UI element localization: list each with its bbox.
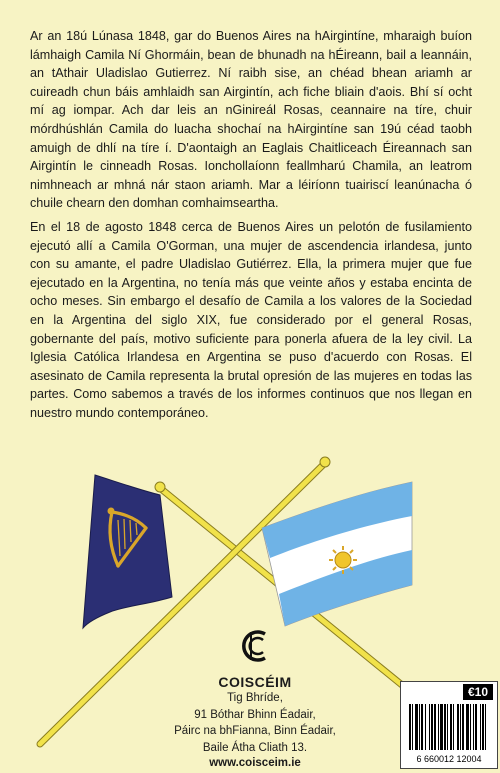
barcode-bar <box>438 704 439 750</box>
barcode-bar <box>473 704 474 750</box>
barcode-bar <box>412 704 413 750</box>
irish-flag-harp-icon <box>83 475 172 628</box>
barcode-bar <box>434 704 436 750</box>
irish-paragraph: Ar an 18ú Lúnasa 1848, gar do Buenos Aires na hAirgintíne, mharaigh buíon lámhaigh Camila Ní Ghormáin, bean de bhunadh na hÉireann, bail a leannáin, an tAthair Uladislao Gutierrez. Ní raibh sise, an chéad bhean ariamh ar cuireadh chun báis amhlaidh san Airgintín, ach fiche bliain d'aois. Bhí sí ocht mí ag iompar. Ach dar leis an nGinireál Rosas, ceannaire na tíre, chuir mórdhúshlán Camila do luacha shochaí na hAirgintíne san 19ú céad taobh amuigh de dhlí na tíre í. D'aontaigh an Eaglais Chaitliceach Éireannach san Airgintín le cinneadh Rosas. Ionchollaíonn feallmharú Chamila, an leatrom nimhneach ar mhná nár staon ariamh. Mar a léiríonn tuairiscí leanúnacha ó chuile chearn den domhan comhaimseartha. <box>30 29 472 211</box>
barcode-icon <box>401 700 497 768</box>
barcode-bar <box>444 704 446 750</box>
barcode-bar <box>482 704 484 750</box>
barcode-bar <box>421 704 423 750</box>
address-line-1: Tig Bhríde, <box>227 692 283 704</box>
barcode-bar <box>462 704 464 750</box>
price-label: €10 <box>463 684 493 700</box>
barcode-bar <box>485 704 486 750</box>
barcode-bar <box>466 704 469 750</box>
publisher-name: COISCÉIM <box>218 674 292 690</box>
barcode-bar <box>480 704 481 750</box>
barcode-bar <box>447 704 448 750</box>
barcode-bar <box>440 704 443 750</box>
address-line-3: Páirc na bhFianna, Binn Éadair, <box>174 725 336 737</box>
barcode-bar <box>470 704 471 750</box>
address-line-4: Baile Átha Cliath 13. <box>202 741 308 754</box>
publisher-block <box>160 626 350 769</box>
barcode-bar <box>457 704 459 750</box>
barcode-bar <box>450 704 452 750</box>
barcode-bar <box>415 704 418 750</box>
website-link[interactable]: www.coisceim.ie <box>209 757 301 769</box>
barcode-bar <box>409 704 411 750</box>
barcode-bar <box>419 704 420 750</box>
barcode-digits: 6 660012 12004 <box>416 754 482 764</box>
spanish-paragraph: En el 18 de agosto 1848 cerca de Buenos Aires un pelotón de fusilamiento ejecutó allí a Camila O'Gorman, una mujer de ascendencia irlandesa, junto con su amante, el padre Uladislao Gutiérrez. Ella, la primera mujer que fue ejecutado en la Argentina, no tenía más que veinte años y estaba encinta de ocho meses. Sin embargo el desafío de Camila a los valores de la Sociedad en la Argentina del siglo XIX, fue considerado por el general Rosas, gobernante del país, motivo suficiente para ponerla afuera de la ley civil. La Iglesia Católica Irlandesa en Argentina se puso d'acuerdo con Rosas. El asesinato de Camila representa la brutal opresión de las mujeres en todas las partes. Como sabemos a través de los informes continuos que nos llegan en nuestro mundo contemporáneo. <box>30 220 472 420</box>
address-line-2: 91 Bóthar Bhinn Éadair, <box>194 708 316 721</box>
barcode-bar <box>475 704 477 750</box>
barcode-bar <box>431 704 433 750</box>
barcode-bar <box>429 704 430 750</box>
coisceim-logo-icon <box>237 626 273 666</box>
price-barcode-box <box>400 681 498 769</box>
barcode-bar <box>453 704 454 750</box>
barcode-bar <box>460 704 461 750</box>
barcode-bar <box>425 704 426 750</box>
